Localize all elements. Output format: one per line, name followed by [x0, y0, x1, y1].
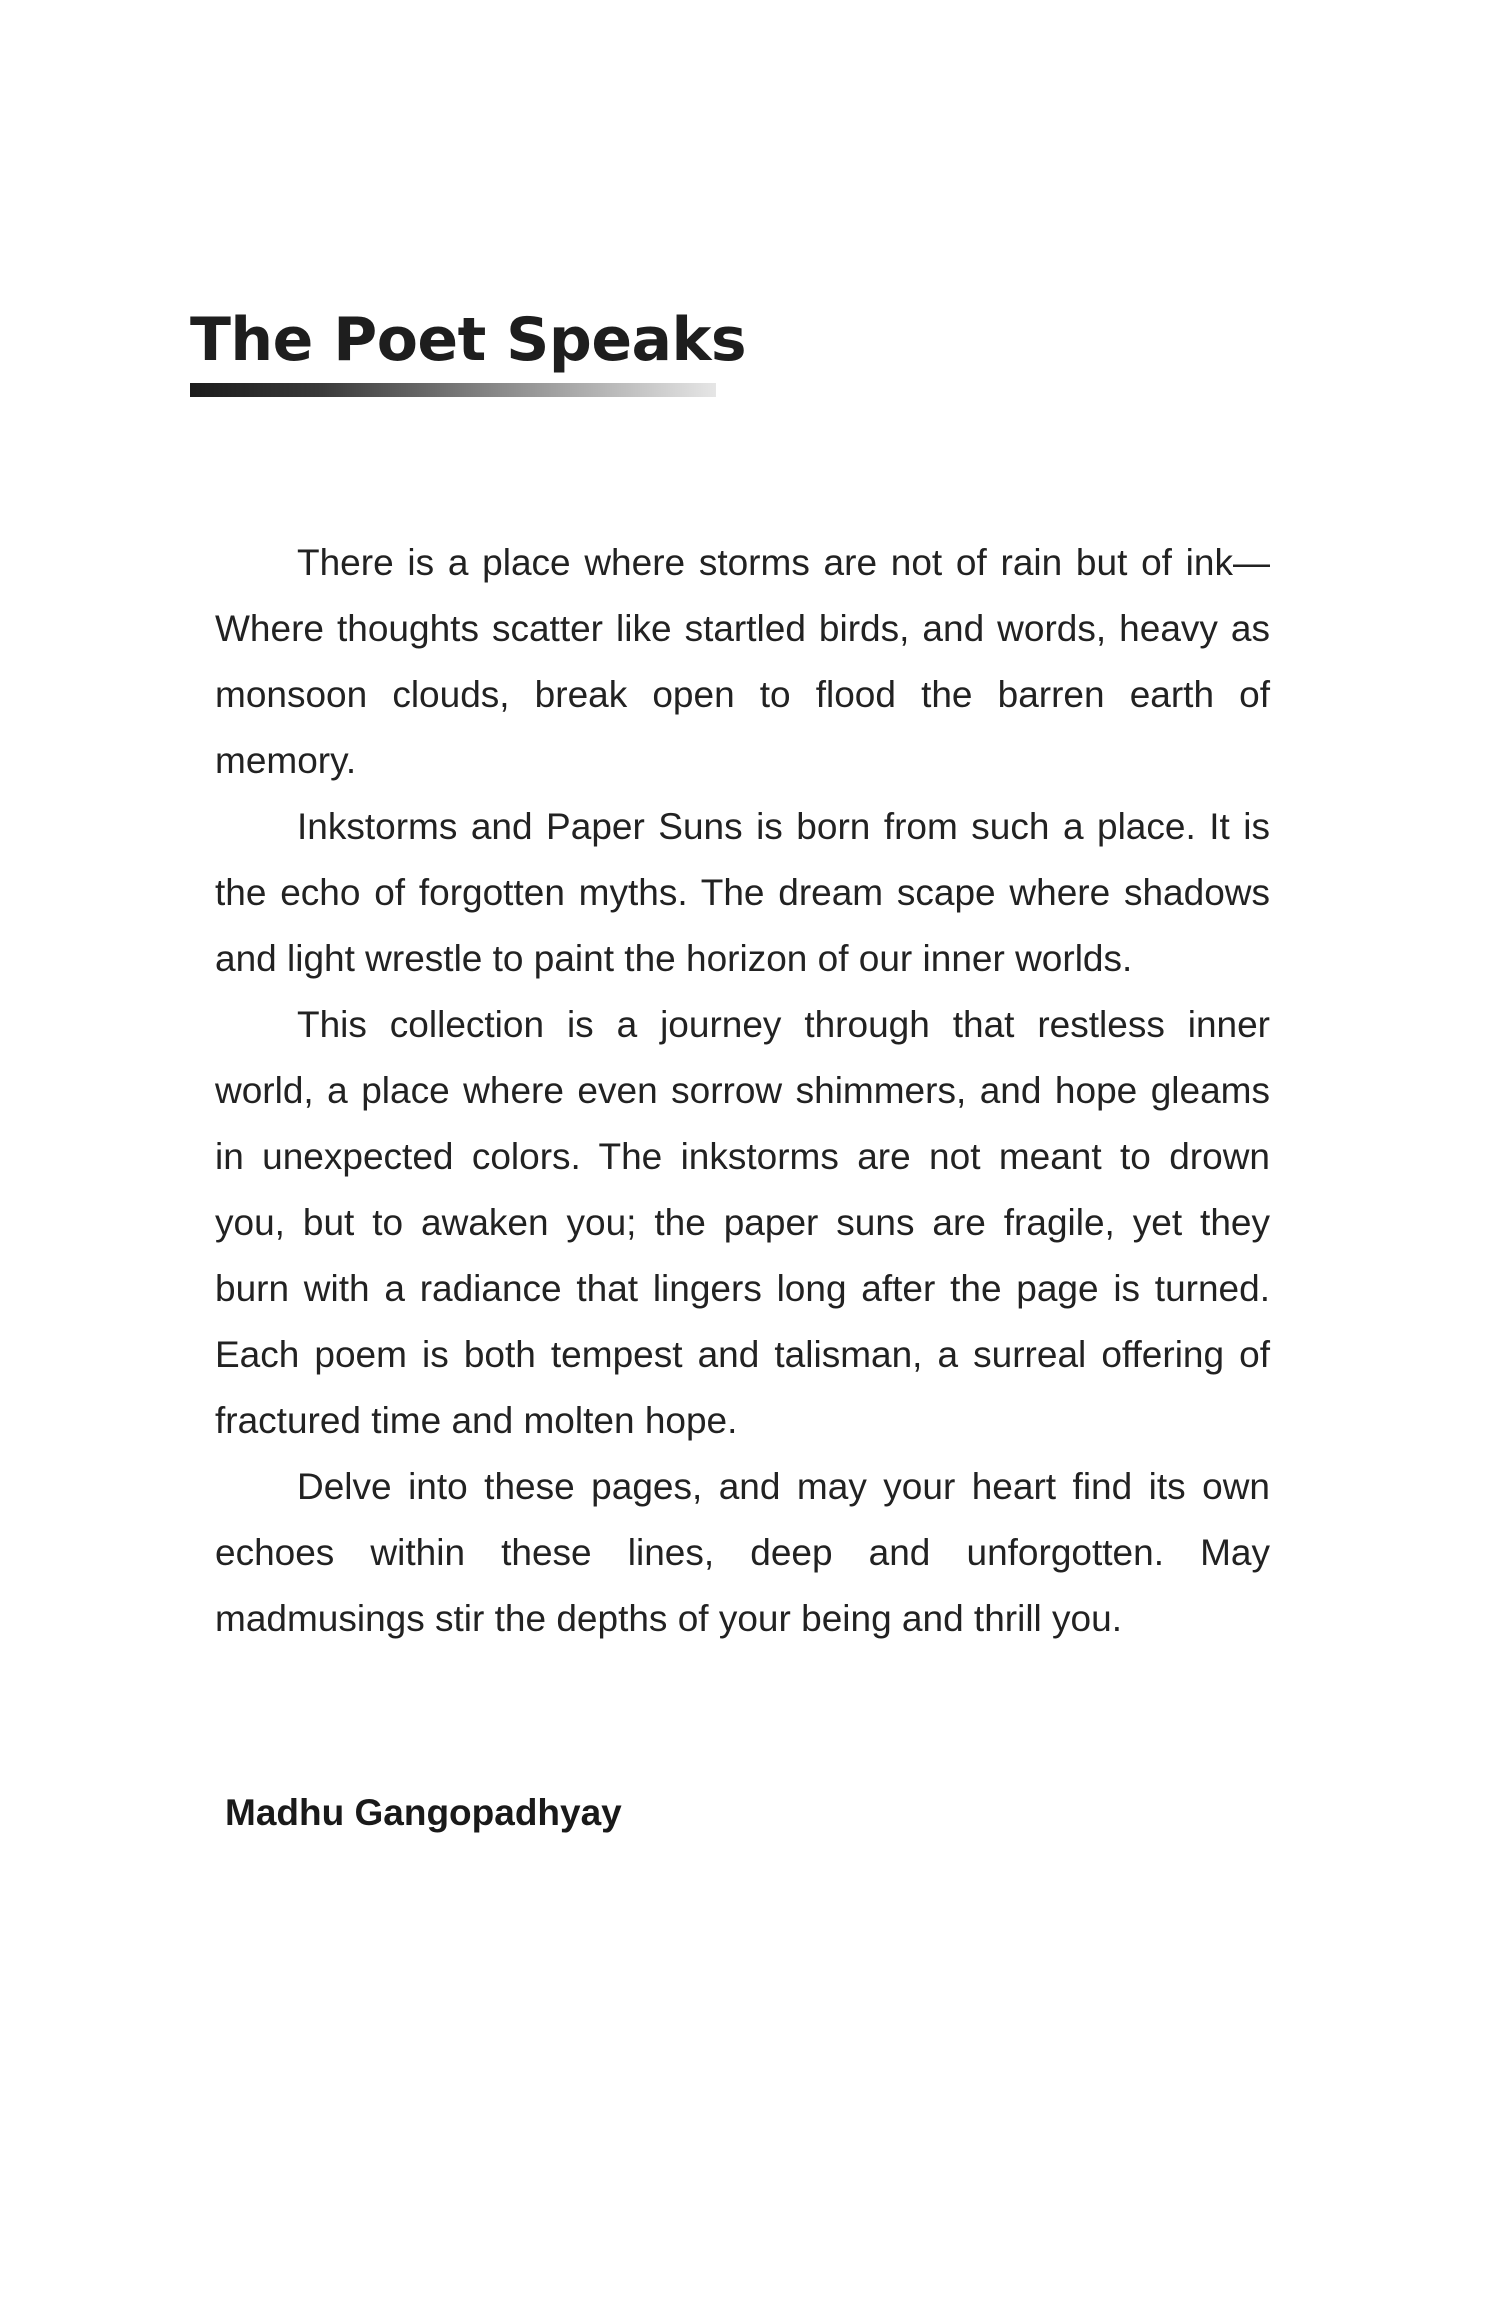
- section-heading: The Poet Speaks: [190, 305, 747, 375]
- paragraph-2: Inkstorms and Paper Suns is born from such a place. It is the echo of forgotten myths. The dream scape where shadows and light wrestle to paint the horizon of our inner worlds.: [215, 806, 1270, 979]
- body-text: [215, 530, 1270, 1652]
- author-signature: Madhu Gangopadhyay: [225, 1792, 622, 1833]
- paragraph-3: This collection is a journey through that restless inner world, a place where even sorrow shimmers, and hope gleams in unexpected colors. The inkstorms are not meant to drown you, but to awaken you; the paper suns are fragile, yet they burn with a radiance that lingers long after the page is turned. Each poem is both tempest and talisman, a surreal offering of fractured time and molten hope.: [215, 1004, 1270, 1441]
- paragraph-4: Delve into these pages, and may your heart find its own echoes within these lines, deep and unforgotten. May madmusings stir the depths of your being and thrill you.: [215, 1466, 1270, 1639]
- heading-gradient-rule: [190, 383, 716, 397]
- paragraph-1: There is a place where storms are not of rain but of ink— Where thoughts scatter like startled birds, and words, heavy as monsoon clouds, break open to flood the barren earth of memory.: [215, 542, 1270, 781]
